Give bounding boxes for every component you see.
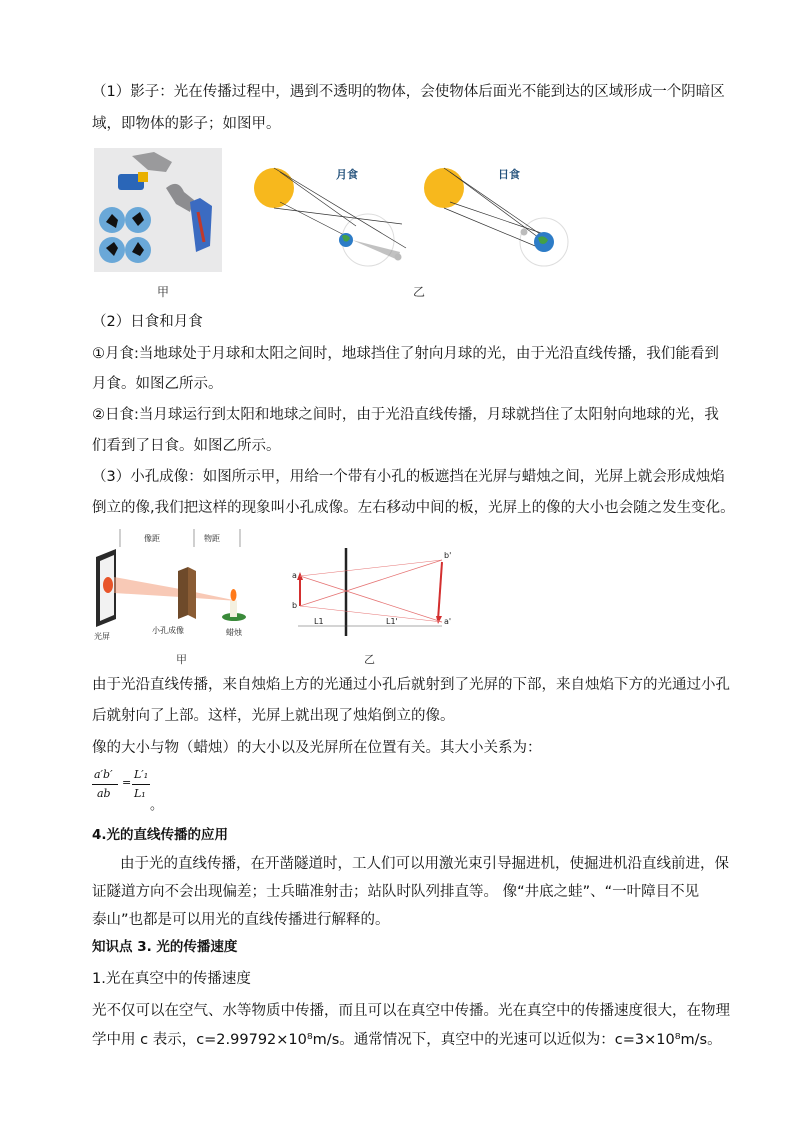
formula-den-left: ab bbox=[97, 787, 111, 800]
hand-shadow-photo bbox=[94, 148, 222, 272]
shadow-paragraph-line2: 域，即物体的影子；如图甲。 bbox=[92, 116, 281, 132]
explanation-line2: 后就射向了上部。这样，光屏上就出现了烛焰倒立的像。 bbox=[92, 708, 455, 724]
formula-num-right: L′₁ bbox=[134, 768, 149, 781]
lunar-eclipse-line2: 月食。如图乙所示。 bbox=[92, 376, 223, 392]
candle-label: 蜡烛 bbox=[226, 628, 242, 637]
solar-eclipse-line1: ②日食:当月球运行到太阳和地球之间时，由于光沿直线传播，月球就挡住了太阳射向地球的光，我 bbox=[92, 407, 719, 423]
l1-prime-label: L1' bbox=[386, 617, 398, 626]
screen-label: 光屏 bbox=[94, 632, 110, 641]
lunar-eclipse-line1: ①月食:当地球处于月球和太阳之间时，地球挡住了射向月球的光，由于光沿直线传播，我们能看到 bbox=[92, 346, 719, 362]
pinhole-paragraph-line2: 倒立的像,我们把这样的现象叫小孔成像。左右移动中间的板，光屏上的像的大小也会随之发生变化。 bbox=[92, 500, 735, 516]
light-speed-line1: 光不仅可以在空气、水等物质中传播，而且可以在真空中传播。光在真空中的传播速度很大，在物理 bbox=[92, 1003, 730, 1019]
solar-eclipse-label: 日食 bbox=[498, 168, 520, 181]
point-a-prime-label: a' bbox=[444, 617, 452, 626]
figure2-caption-left: 甲 bbox=[176, 653, 187, 666]
pinhole-camera-figure bbox=[92, 527, 272, 645]
point-b-label: b bbox=[292, 601, 298, 610]
lunar-eclipse-label: 月食 bbox=[336, 168, 358, 181]
size-relation-text: 像的大小与物（蜡烛）的大小以及光屏所在位置有关。其大小关系为： bbox=[92, 740, 542, 756]
shadow-paragraph-line1: （1）影子：光在传播过程中，遇到不透明的物体，会使物体后面光不能到达的区域形成一个阴暗区 bbox=[92, 84, 725, 100]
pinhole-label: 小孔成像 bbox=[152, 626, 184, 635]
figure1-caption-right: 乙 bbox=[413, 285, 426, 299]
knowledge-point3-title: 知识点 3. 光的传播速度 bbox=[92, 939, 238, 955]
image-distance-label: 像距 bbox=[144, 534, 160, 543]
explanation-line1: 由于光沿直线传播，来自烛焰上方的光通过小孔后就射到了光屏的下部，来自烛焰下方的光通过小孔 bbox=[92, 677, 730, 693]
section4-line3: 泰山”也都是可以用光的直线传播进行解释的。 bbox=[92, 912, 390, 928]
light-speed-line2: 学中用 c 表示，c=2.99792×10⁸m/s。通常情况下，真空中的光速可以近似为：c=3×10⁸m/s。 bbox=[92, 1032, 722, 1048]
ratio-formula bbox=[92, 768, 172, 814]
point-a-label: a bbox=[292, 571, 297, 580]
figure1-caption-left: 甲 bbox=[157, 285, 170, 299]
formula-den-right: L₁ bbox=[134, 787, 146, 800]
l1-label: L1 bbox=[314, 617, 324, 626]
section4-line2: 证隧道方向不会出现偏差；士兵瞄准射击；站队时队列排直等。 像“井底之蛙”、“一叶障目不见 bbox=[92, 884, 700, 900]
eclipse-section-title: （2）日食和月食 bbox=[92, 314, 203, 330]
formula-end: 。 bbox=[150, 798, 164, 813]
section4-line1: 由于光的直线传播，在开凿隧道时，工人们可以用激光束引导掘进机，使掘进机沿直线前进，保 bbox=[120, 856, 729, 872]
formula-num-left: a′b′ bbox=[94, 768, 113, 781]
eclipse-diagram bbox=[250, 156, 580, 274]
solar-eclipse-line2: 们看到了日食。如图乙所示。 bbox=[92, 438, 281, 454]
object-distance-label: 物距 bbox=[204, 534, 220, 543]
point-b-prime-label: b' bbox=[444, 551, 452, 560]
section4-title: 4.光的直线传播的应用 bbox=[92, 827, 229, 843]
figure2-caption-right: 乙 bbox=[364, 653, 375, 666]
formula-equals: = bbox=[122, 776, 132, 789]
knowledge-point3-subtitle: 1.光在真空中的传播速度 bbox=[92, 971, 251, 987]
pinhole-ray-diagram bbox=[290, 548, 458, 636]
pinhole-paragraph-line1: （3）小孔成像：如图所示甲，用给一个带有小孔的板遮挡在光屏与蜡烛之间，光屏上就会形成烛焰 bbox=[92, 469, 725, 485]
